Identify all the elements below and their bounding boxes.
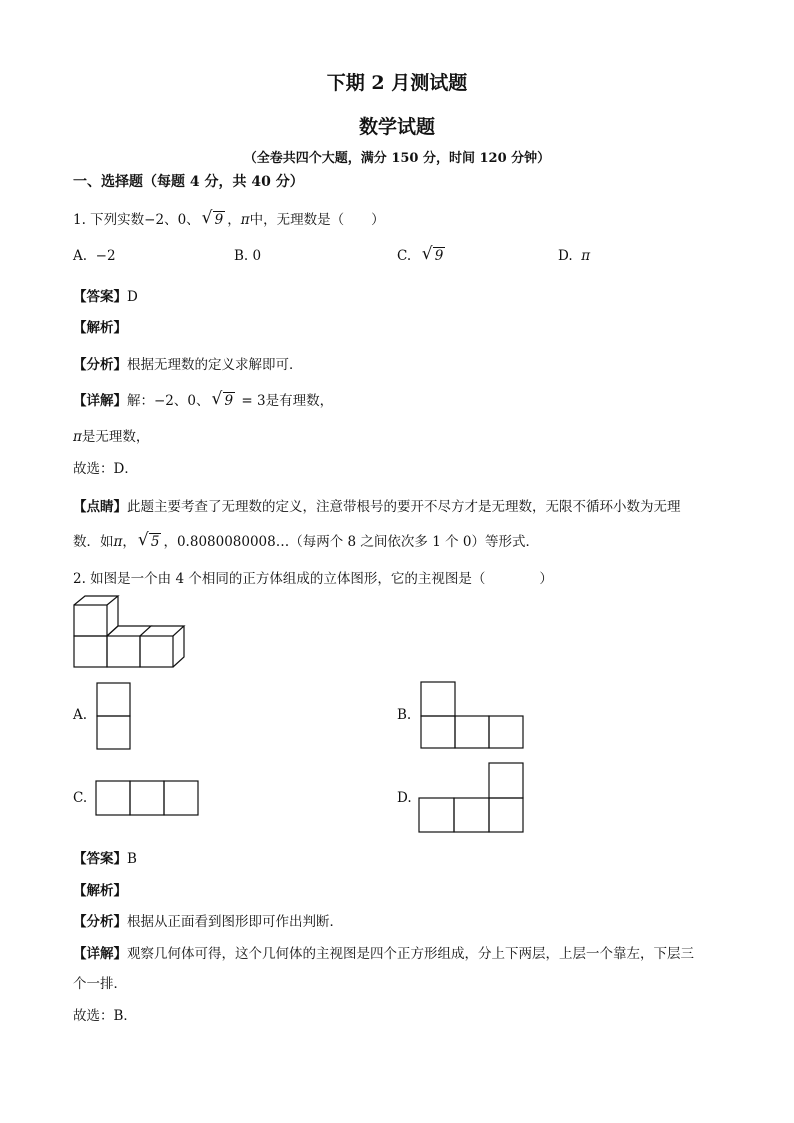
q1-fenxi	[73, 353, 303, 373]
detail-suffix: = 3是有理数，	[237, 393, 334, 409]
sqrt-argument: 9	[214, 212, 224, 228]
detail-prefix: 解：−2、0、	[127, 393, 210, 409]
option-c-label: C.	[397, 248, 412, 264]
q1-comment-line2	[73, 530, 539, 550]
q1-option-a	[73, 248, 116, 264]
pi-symbol: π	[73, 429, 82, 445]
comment-tag: 【点睛】	[73, 499, 127, 515]
option-b-text: 0	[252, 248, 262, 264]
q2-option-c-figure	[95, 780, 201, 817]
answer-value: D	[127, 289, 138, 305]
q1-comment-line1	[73, 495, 681, 515]
q2-option-a-figure	[96, 682, 132, 750]
option-a-text: −2	[95, 248, 116, 264]
q1-analysis-tag	[73, 316, 127, 336]
exam-note: （全卷共四个大题，满分 150 分，时间 120 分钟）	[243, 151, 551, 166]
option-d-pi: π	[581, 248, 591, 264]
q2-answer	[73, 847, 137, 867]
detail-tag: 【详解】	[73, 393, 127, 409]
analysis-tag: 【解析】	[73, 320, 127, 336]
detail-line1-text: 观察几何体可得，这个几何体的主视图是四个正方形组成，分上下两层，上层一个靠左，下层三	[127, 946, 694, 962]
question-2-stem: 2. 如图是一个由 4 个相同的正方体组成的立体图形，它的主视图是（ ）	[73, 571, 553, 587]
sqrt-symbol: √ 9	[211, 389, 234, 409]
pi-symbol: π	[240, 212, 250, 228]
q1-option-d	[558, 248, 590, 264]
q1-stem-comma: ，	[227, 212, 241, 228]
q1-detail-line2	[73, 425, 149, 445]
sqrt-symbol: √ 9	[421, 244, 444, 264]
q2-option-b-figure	[420, 681, 526, 751]
q2-option-d-figure	[418, 762, 526, 834]
q2-option-d-label: D.	[397, 790, 412, 806]
option-b-label: B.	[234, 248, 249, 264]
pi-symbol: π	[113, 534, 123, 550]
detail-tag: 【详解】	[73, 946, 127, 962]
q2-choose: 故选：B．	[73, 1008, 137, 1024]
q1-option-c	[397, 244, 447, 264]
analysis-tag: 【解析】	[73, 883, 127, 899]
answer-tag: 【答案】	[73, 289, 127, 305]
fenxi-text: 根据无理数的定义求解即可．	[127, 357, 303, 373]
page-title: 下期 2 月测试题	[326, 72, 468, 94]
sqrt-symbol: √ 9	[201, 208, 224, 228]
comment-line2-suffix: ，0.8080080008…（每两个 8 之间依次多 1 个 0）等形式．	[163, 534, 539, 550]
option-a-label: A.	[73, 248, 88, 264]
q2-fenxi	[73, 910, 343, 930]
sqrt-symbol: √ 5	[137, 530, 160, 550]
answer-tag: 【答案】	[73, 851, 127, 867]
fenxi-tag: 【分析】	[73, 357, 127, 373]
q2-option-c-label: C.	[73, 790, 88, 806]
subject-title: 数学试题	[358, 116, 435, 138]
q2-option-b-label: B.	[397, 707, 412, 723]
q2-detail-line2: 个一排．	[73, 976, 127, 992]
question-1-stem	[73, 208, 385, 228]
comment-line2-sep: ，	[122, 534, 136, 550]
fenxi-tag: 【分析】	[73, 914, 127, 930]
option-c-sqrt-arg: 9	[434, 248, 444, 264]
comment-line1-text: 此题主要考查了无理数的定义，注意带根号的要开不尽方才是无理数，无限不循环小数为无理	[127, 499, 681, 515]
q2-option-a-label: A.	[73, 707, 88, 723]
q2-analysis-tag	[73, 879, 127, 899]
comment-sqrt-arg: 5	[150, 534, 160, 550]
q1-answer	[73, 285, 138, 305]
fenxi-text: 根据从正面看到图形即可作出判断．	[127, 914, 343, 930]
q1-stem-suffix: 中，无理数是（ ）	[249, 212, 385, 228]
q1-choose: 故选：D．	[73, 461, 138, 477]
q1-stem-prefix: 1. 下列实数−2、0、	[73, 212, 200, 228]
option-d-label: D.	[558, 248, 573, 264]
q1-option-b	[234, 248, 261, 264]
detail-sqrt-arg: 9	[224, 393, 234, 409]
comment-line2-prefix: 数．如	[73, 534, 114, 550]
section-heading: 一、选择题（每题 4 分，共 40 分）	[73, 174, 304, 190]
solid-figure	[72, 595, 187, 670]
q2-detail-line1	[73, 942, 694, 962]
detail-line2-text: 是无理数，	[81, 429, 150, 445]
q1-detail	[73, 389, 333, 409]
answer-value: B	[127, 851, 137, 867]
